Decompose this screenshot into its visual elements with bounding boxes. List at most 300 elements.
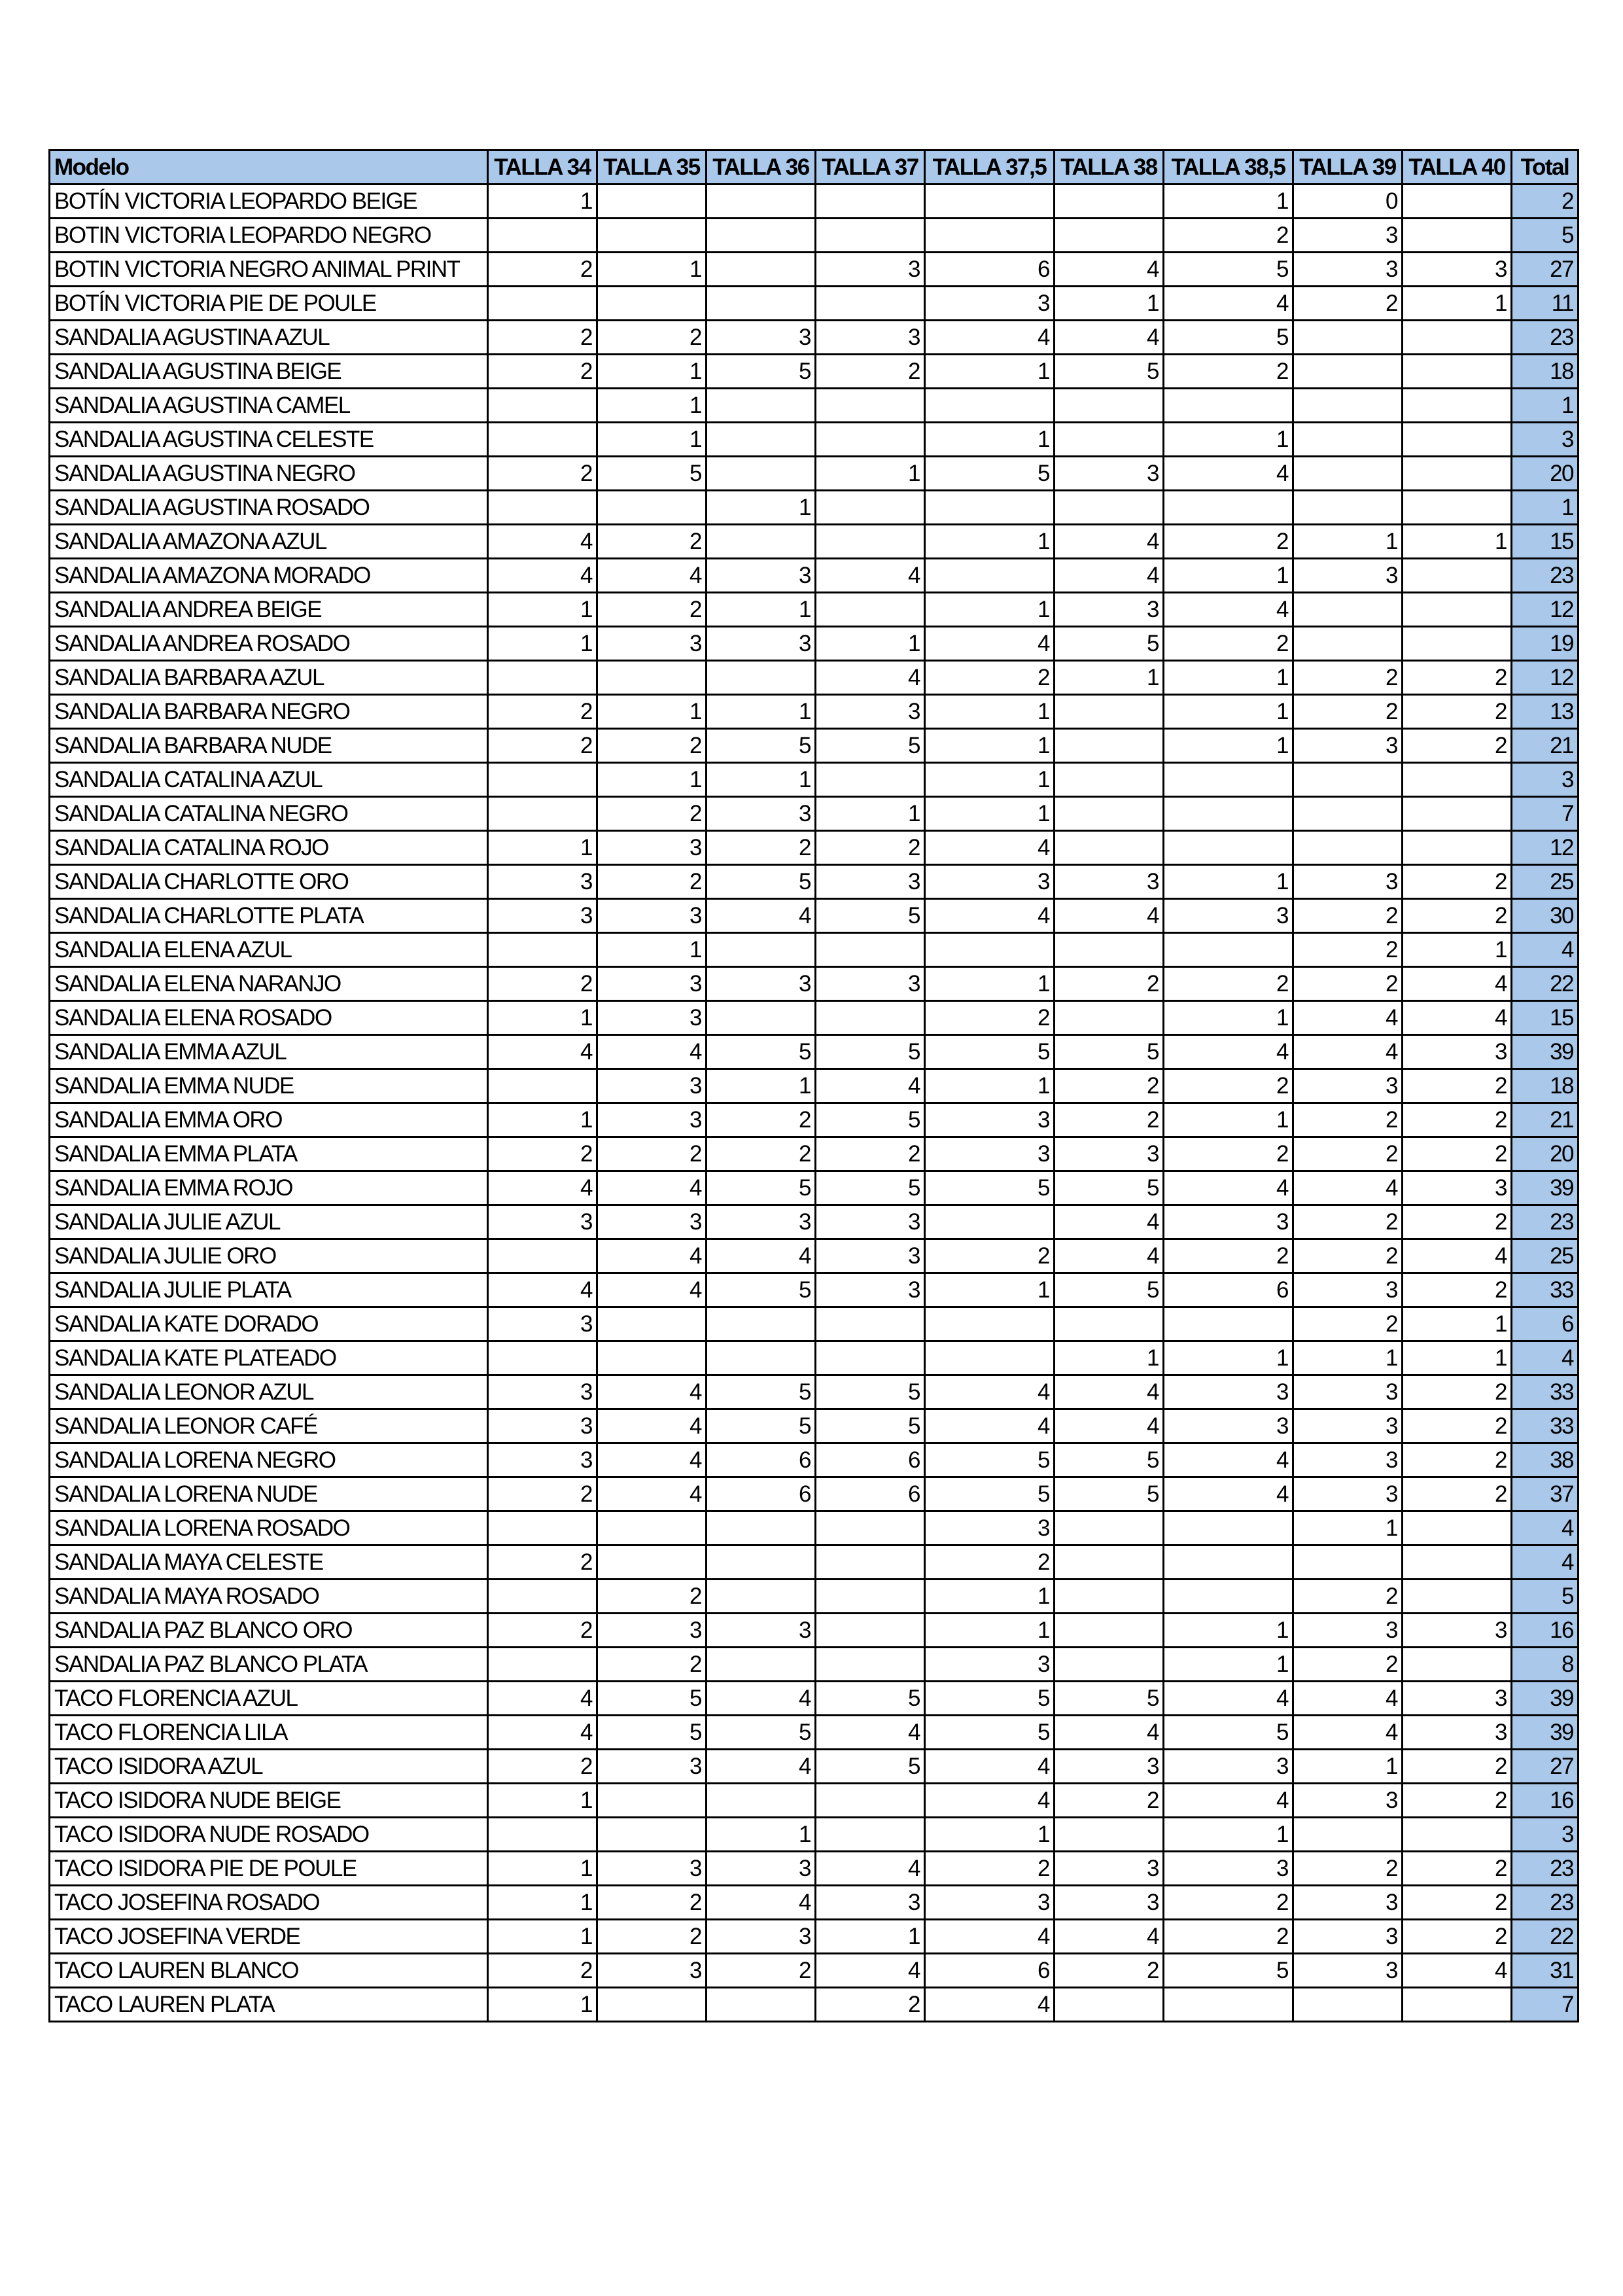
size-qty-cell: 2 (1164, 627, 1293, 661)
size-qty-cell: 3 (1164, 1205, 1293, 1239)
size-qty-cell: 6 (816, 1443, 925, 1477)
size-qty-cell (1055, 933, 1164, 967)
size-qty-cell: 3 (816, 695, 925, 729)
size-qty-cell: 1 (925, 1614, 1055, 1648)
size-qty-cell: 1 (597, 389, 707, 423)
size-qty-cell (597, 1341, 707, 1375)
size-qty-cell: 5 (816, 1171, 925, 1205)
size-qty-cell (707, 1784, 816, 1818)
size-qty-cell (816, 763, 925, 797)
size-qty-cell: 4 (1055, 1239, 1164, 1273)
size-qty-cell (1403, 1818, 1512, 1852)
size-qty-cell: 2 (488, 1477, 597, 1511)
size-qty-cell: 1 (597, 355, 707, 389)
size-qty-cell: 3 (707, 1205, 816, 1239)
model-cell: TACO JOSEFINA VERDE (50, 1920, 488, 1954)
size-qty-cell: 1 (707, 1069, 816, 1103)
size-qty-cell (1164, 797, 1293, 831)
size-qty-cell (707, 1511, 816, 1545)
model-cell: SANDALIA EMMA ORO (50, 1103, 488, 1137)
size-qty-cell: 2 (1403, 1443, 1512, 1477)
size-qty-cell: 3 (488, 1307, 597, 1341)
model-cell: TACO JOSEFINA ROSADO (50, 1886, 488, 1920)
size-qty-cell: 2 (1403, 1375, 1512, 1409)
table-row (50, 457, 1579, 491)
size-qty-cell (597, 185, 707, 219)
size-qty-cell: 3 (925, 865, 1055, 899)
size-qty-cell: 4 (488, 1035, 597, 1069)
size-qty-cell (488, 933, 597, 967)
size-qty-cell: 2 (925, 661, 1055, 695)
table-row (50, 865, 1579, 899)
total-cell: 23 (1512, 1852, 1579, 1886)
table-row (50, 185, 1579, 219)
table-row (50, 1205, 1579, 1239)
size-qty-cell (488, 763, 597, 797)
size-qty-cell: 5 (816, 899, 925, 933)
model-cell: BOTIN VICTORIA NEGRO ANIMAL PRINT (50, 253, 488, 287)
size-qty-cell (488, 219, 597, 253)
table-row (50, 695, 1579, 729)
size-qty-cell: 1 (925, 695, 1055, 729)
size-qty-cell (925, 559, 1055, 593)
model-cell: SANDALIA LORENA NUDE (50, 1477, 488, 1511)
size-qty-cell: 3 (597, 1750, 707, 1784)
table-row (50, 287, 1579, 321)
size-qty-cell: 2 (925, 1239, 1055, 1273)
size-qty-cell (1293, 321, 1403, 355)
total-cell: 12 (1512, 661, 1579, 695)
size-qty-cell (488, 1818, 597, 1852)
size-qty-cell: 5 (707, 1035, 816, 1069)
size-qty-cell: 3 (1403, 1171, 1512, 1205)
size-qty-cell: 4 (1164, 1682, 1293, 1716)
size-qty-cell: 3 (597, 1852, 707, 1886)
size-qty-cell: 4 (1403, 967, 1512, 1001)
stock-by-size-table (48, 149, 1579, 2022)
size-qty-cell: 5 (1055, 1273, 1164, 1307)
size-qty-cell (1403, 321, 1512, 355)
size-qty-cell (707, 423, 816, 457)
total-cell: 23 (1512, 1886, 1579, 1920)
size-qty-cell (1293, 389, 1403, 423)
size-qty-cell: 1 (488, 1886, 597, 1920)
size-qty-cell (1055, 185, 1164, 219)
size-qty-cell: 1 (488, 1001, 597, 1035)
size-qty-cell: 3 (1293, 1409, 1403, 1443)
size-qty-cell: 2 (488, 1137, 597, 1171)
size-qty-cell: 2 (1164, 355, 1293, 389)
size-qty-cell: 5 (1055, 1477, 1164, 1511)
size-qty-cell (707, 457, 816, 491)
size-qty-cell: 2 (1403, 1103, 1512, 1137)
size-qty-cell: 3 (816, 1273, 925, 1307)
size-qty-cell: 2 (1293, 1103, 1403, 1137)
size-qty-cell: 2 (1293, 1205, 1403, 1239)
size-qty-cell: 3 (1293, 1375, 1403, 1409)
size-qty-cell (1055, 1580, 1164, 1614)
model-cell: SANDALIA MAYA ROSADO (50, 1580, 488, 1614)
size-qty-cell: 5 (1055, 1682, 1164, 1716)
size-qty-cell: 2 (1403, 1920, 1512, 1954)
size-qty-cell: 2 (1293, 1137, 1403, 1171)
size-qty-cell: 3 (1055, 865, 1164, 899)
size-qty-cell: 1 (1164, 1614, 1293, 1648)
size-qty-cell: 3 (707, 1852, 816, 1886)
size-qty-cell: 4 (925, 1375, 1055, 1409)
size-qty-cell (1403, 763, 1512, 797)
size-qty-cell: 3 (1055, 1750, 1164, 1784)
size-qty-cell: 1 (1164, 865, 1293, 899)
table-row (50, 1443, 1579, 1477)
total-cell: 1 (1512, 389, 1579, 423)
size-qty-cell (1055, 1818, 1164, 1852)
size-qty-cell: 5 (597, 457, 707, 491)
size-qty-cell: 2 (1055, 1784, 1164, 1818)
size-qty-cell: 2 (1164, 219, 1293, 253)
size-qty-cell (1164, 389, 1293, 423)
size-qty-cell: 2 (1055, 1954, 1164, 1988)
total-cell: 13 (1512, 695, 1579, 729)
size-qty-cell (1403, 593, 1512, 627)
size-qty-cell (1293, 355, 1403, 389)
model-cell: TACO FLORENCIA LILA (50, 1716, 488, 1750)
size-qty-cell: 1 (488, 831, 597, 865)
size-qty-cell: 4 (925, 899, 1055, 933)
size-qty-cell: 4 (1164, 1477, 1293, 1511)
total-cell: 21 (1512, 1103, 1579, 1137)
size-qty-cell: 5 (816, 1375, 925, 1409)
size-qty-cell: 5 (816, 1035, 925, 1069)
size-qty-cell: 1 (1164, 729, 1293, 763)
column-header-size: TALLA 36 (707, 150, 816, 185)
size-qty-cell: 3 (1055, 1852, 1164, 1886)
size-qty-cell (1055, 1307, 1164, 1341)
size-qty-cell: 1 (488, 1920, 597, 1954)
size-qty-cell (488, 1648, 597, 1682)
total-cell: 12 (1512, 593, 1579, 627)
size-qty-cell: 1 (1403, 933, 1512, 967)
size-qty-cell (925, 1205, 1055, 1239)
size-qty-cell (488, 1341, 597, 1375)
size-qty-cell: 3 (707, 321, 816, 355)
size-qty-cell: 5 (925, 1171, 1055, 1205)
size-qty-cell: 2 (1293, 933, 1403, 967)
size-qty-cell: 5 (707, 1409, 816, 1443)
total-cell: 23 (1512, 1205, 1579, 1239)
size-qty-cell: 4 (925, 627, 1055, 661)
size-qty-cell: 5 (1055, 1443, 1164, 1477)
size-qty-cell: 1 (597, 253, 707, 287)
table-row (50, 627, 1579, 661)
total-cell: 33 (1512, 1273, 1579, 1307)
size-qty-cell: 2 (1164, 1069, 1293, 1103)
size-qty-cell: 4 (1055, 253, 1164, 287)
total-cell: 1 (1512, 491, 1579, 525)
size-qty-cell: 4 (597, 1477, 707, 1511)
table-row (50, 1477, 1579, 1511)
size-qty-cell: 3 (1293, 1069, 1403, 1103)
size-qty-cell: 1 (925, 1818, 1055, 1852)
size-qty-cell: 3 (1293, 1273, 1403, 1307)
table-row (50, 1273, 1579, 1307)
total-cell: 22 (1512, 1920, 1579, 1954)
size-qty-cell (816, 1307, 925, 1341)
size-qty-cell: 2 (816, 1988, 925, 2022)
total-cell: 27 (1512, 253, 1579, 287)
size-qty-cell: 4 (1164, 1171, 1293, 1205)
model-cell: SANDALIA CATALINA ROJO (50, 831, 488, 865)
model-cell: SANDALIA BARBARA AZUL (50, 661, 488, 695)
size-qty-cell (707, 661, 816, 695)
size-qty-cell: 1 (1164, 423, 1293, 457)
size-qty-cell: 3 (1164, 1409, 1293, 1443)
size-qty-cell: 1 (925, 763, 1055, 797)
size-qty-cell: 2 (1403, 865, 1512, 899)
size-qty-cell: 4 (597, 1239, 707, 1273)
size-qty-cell (816, 491, 925, 525)
table-row (50, 1137, 1579, 1171)
size-qty-cell: 1 (925, 967, 1055, 1001)
size-qty-cell (1403, 1648, 1512, 1682)
total-cell: 38 (1512, 1443, 1579, 1477)
size-qty-cell (1293, 491, 1403, 525)
total-cell: 39 (1512, 1716, 1579, 1750)
table-row (50, 355, 1579, 389)
table-row (50, 253, 1579, 287)
size-qty-cell (816, 1580, 925, 1614)
size-qty-cell (597, 287, 707, 321)
size-qty-cell: 5 (1164, 253, 1293, 287)
size-qty-cell: 2 (1164, 967, 1293, 1001)
total-cell: 15 (1512, 1001, 1579, 1035)
model-cell: SANDALIA KATE DORADO (50, 1307, 488, 1341)
size-qty-cell: 3 (597, 627, 707, 661)
size-qty-cell: 1 (925, 1580, 1055, 1614)
total-cell: 2 (1512, 185, 1579, 219)
model-cell: SANDALIA CATALINA NEGRO (50, 797, 488, 831)
size-qty-cell: 3 (1293, 1443, 1403, 1477)
size-qty-cell: 5 (707, 1716, 816, 1750)
size-qty-cell: 2 (1293, 1239, 1403, 1273)
total-cell: 33 (1512, 1375, 1579, 1409)
size-qty-cell: 5 (925, 1716, 1055, 1750)
size-qty-cell (597, 1818, 707, 1852)
table-row (50, 1886, 1579, 1920)
size-qty-cell: 5 (816, 1103, 925, 1137)
size-qty-cell (1055, 797, 1164, 831)
size-qty-cell: 2 (1403, 661, 1512, 695)
size-qty-cell: 3 (1403, 1716, 1512, 1750)
total-cell: 16 (1512, 1614, 1579, 1648)
size-qty-cell: 4 (1055, 1205, 1164, 1239)
size-qty-cell: 3 (488, 865, 597, 899)
column-header-model: Modelo (50, 150, 488, 185)
size-qty-cell (1403, 491, 1512, 525)
model-cell: SANDALIA JULIE PLATA (50, 1273, 488, 1307)
size-qty-cell: 4 (1055, 1409, 1164, 1443)
size-qty-cell: 1 (1164, 1341, 1293, 1375)
table-row (50, 933, 1579, 967)
column-header-size: TALLA 35 (597, 150, 707, 185)
size-qty-cell: 1 (488, 1988, 597, 2022)
total-cell: 25 (1512, 865, 1579, 899)
size-qty-cell: 1 (925, 423, 1055, 457)
size-qty-cell: 1 (707, 491, 816, 525)
size-qty-cell (1055, 219, 1164, 253)
size-qty-cell: 3 (597, 967, 707, 1001)
size-qty-cell: 1 (816, 1920, 925, 1954)
size-qty-cell: 2 (1403, 1886, 1512, 1920)
size-qty-cell (816, 423, 925, 457)
size-qty-cell (1055, 831, 1164, 865)
size-qty-cell: 4 (597, 1443, 707, 1477)
size-qty-cell: 4 (1293, 1716, 1403, 1750)
header-row (50, 150, 1579, 185)
table-row (50, 525, 1579, 559)
size-qty-cell: 2 (488, 967, 597, 1001)
model-cell: SANDALIA AMAZONA MORADO (50, 559, 488, 593)
model-cell: SANDALIA EMMA PLATA (50, 1137, 488, 1171)
size-qty-cell: 3 (1164, 1750, 1293, 1784)
size-qty-cell (1055, 729, 1164, 763)
model-cell: TACO ISIDORA NUDE ROSADO (50, 1818, 488, 1852)
size-qty-cell (1164, 491, 1293, 525)
size-qty-cell: 1 (707, 1818, 816, 1852)
size-qty-cell: 1 (1164, 661, 1293, 695)
size-qty-cell: 4 (816, 661, 925, 695)
size-qty-cell (1403, 423, 1512, 457)
column-header-total: Total (1512, 150, 1579, 185)
table-row (50, 1614, 1579, 1648)
size-qty-cell (707, 389, 816, 423)
total-cell: 39 (1512, 1171, 1579, 1205)
size-qty-cell: 4 (1055, 1375, 1164, 1409)
size-qty-cell: 3 (816, 967, 925, 1001)
size-qty-cell: 4 (1293, 1682, 1403, 1716)
column-header-size: TALLA 34 (488, 150, 597, 185)
size-qty-cell (1164, 933, 1293, 967)
size-qty-cell: 2 (1055, 1069, 1164, 1103)
size-qty-cell: 3 (816, 1239, 925, 1273)
size-qty-cell: 2 (1293, 1648, 1403, 1682)
table-row (50, 1988, 1579, 2022)
size-qty-cell (816, 1818, 925, 1852)
size-qty-cell: 1 (1164, 695, 1293, 729)
table-row (50, 1103, 1579, 1137)
size-qty-cell: 4 (1293, 1001, 1403, 1035)
size-qty-cell: 2 (1403, 1784, 1512, 1818)
size-qty-cell: 2 (1403, 1852, 1512, 1886)
size-qty-cell: 4 (925, 1750, 1055, 1784)
size-qty-cell: 1 (488, 627, 597, 661)
size-qty-cell: 1 (816, 797, 925, 831)
size-qty-cell: 4 (1055, 525, 1164, 559)
model-cell: SANDALIA ANDREA BEIGE (50, 593, 488, 627)
size-qty-cell: 3 (597, 1614, 707, 1648)
size-qty-cell (707, 1545, 816, 1580)
size-qty-cell: 3 (488, 1409, 597, 1443)
size-qty-cell: 3 (1293, 1614, 1403, 1648)
size-qty-cell: 2 (597, 593, 707, 627)
size-qty-cell: 2 (1293, 1852, 1403, 1886)
size-qty-cell (1403, 1511, 1512, 1545)
size-qty-cell: 3 (816, 253, 925, 287)
size-qty-cell (1055, 1001, 1164, 1035)
size-qty-cell: 2 (597, 729, 707, 763)
model-cell: SANDALIA BARBARA NUDE (50, 729, 488, 763)
table-row (50, 321, 1579, 355)
size-qty-cell: 4 (816, 1954, 925, 1988)
size-qty-cell: 2 (925, 1852, 1055, 1886)
size-qty-cell: 2 (597, 797, 707, 831)
size-qty-cell: 1 (597, 423, 707, 457)
size-qty-cell (1055, 1511, 1164, 1545)
size-qty-cell: 3 (1164, 899, 1293, 933)
size-qty-cell: 4 (925, 1920, 1055, 1954)
size-qty-cell (816, 1001, 925, 1035)
total-cell: 5 (1512, 1580, 1579, 1614)
table-row (50, 1307, 1579, 1341)
size-qty-cell (488, 423, 597, 457)
size-qty-cell: 2 (1403, 1409, 1512, 1443)
size-qty-cell (707, 1988, 816, 2022)
size-qty-cell: 3 (1164, 1852, 1293, 1886)
size-qty-cell: 3 (1293, 1886, 1403, 1920)
total-cell: 20 (1512, 457, 1579, 491)
size-qty-cell (707, 1307, 816, 1341)
column-header-size: TALLA 38 (1055, 150, 1164, 185)
size-qty-cell (1293, 1988, 1403, 2022)
model-cell: SANDALIA EMMA ROJO (50, 1171, 488, 1205)
table-row (50, 559, 1579, 593)
size-qty-cell (1055, 1545, 1164, 1580)
size-qty-cell: 5 (1164, 1954, 1293, 1988)
table-row (50, 661, 1579, 695)
size-qty-cell: 3 (1293, 253, 1403, 287)
table-row (50, 219, 1579, 253)
size-qty-cell: 3 (597, 1103, 707, 1137)
table-row (50, 593, 1579, 627)
size-qty-cell: 3 (925, 1886, 1055, 1920)
size-qty-cell: 5 (707, 1375, 816, 1409)
size-qty-cell (1293, 1545, 1403, 1580)
total-cell: 33 (1512, 1409, 1579, 1443)
model-cell: SANDALIA MAYA CELESTE (50, 1545, 488, 1580)
model-cell: SANDALIA CHARLOTTE PLATA (50, 899, 488, 933)
size-qty-cell: 3 (1055, 457, 1164, 491)
size-qty-cell (488, 797, 597, 831)
size-qty-cell: 1 (1164, 185, 1293, 219)
total-cell: 25 (1512, 1239, 1579, 1273)
size-qty-cell: 3 (1403, 1035, 1512, 1069)
size-qty-cell: 4 (1403, 1239, 1512, 1273)
size-qty-cell: 4 (707, 1682, 816, 1716)
size-qty-cell (1164, 1307, 1293, 1341)
model-cell: SANDALIA ELENA AZUL (50, 933, 488, 967)
size-qty-cell: 2 (1403, 899, 1512, 933)
size-qty-cell: 4 (1164, 457, 1293, 491)
size-qty-cell: 1 (1055, 287, 1164, 321)
size-qty-cell (1293, 831, 1403, 865)
size-qty-cell: 3 (707, 1920, 816, 1954)
size-qty-cell: 2 (925, 1545, 1055, 1580)
size-qty-cell: 6 (925, 253, 1055, 287)
total-cell: 12 (1512, 831, 1579, 865)
size-qty-cell: 1 (488, 1852, 597, 1886)
size-qty-cell: 3 (925, 1137, 1055, 1171)
size-qty-cell: 3 (1403, 1682, 1512, 1716)
